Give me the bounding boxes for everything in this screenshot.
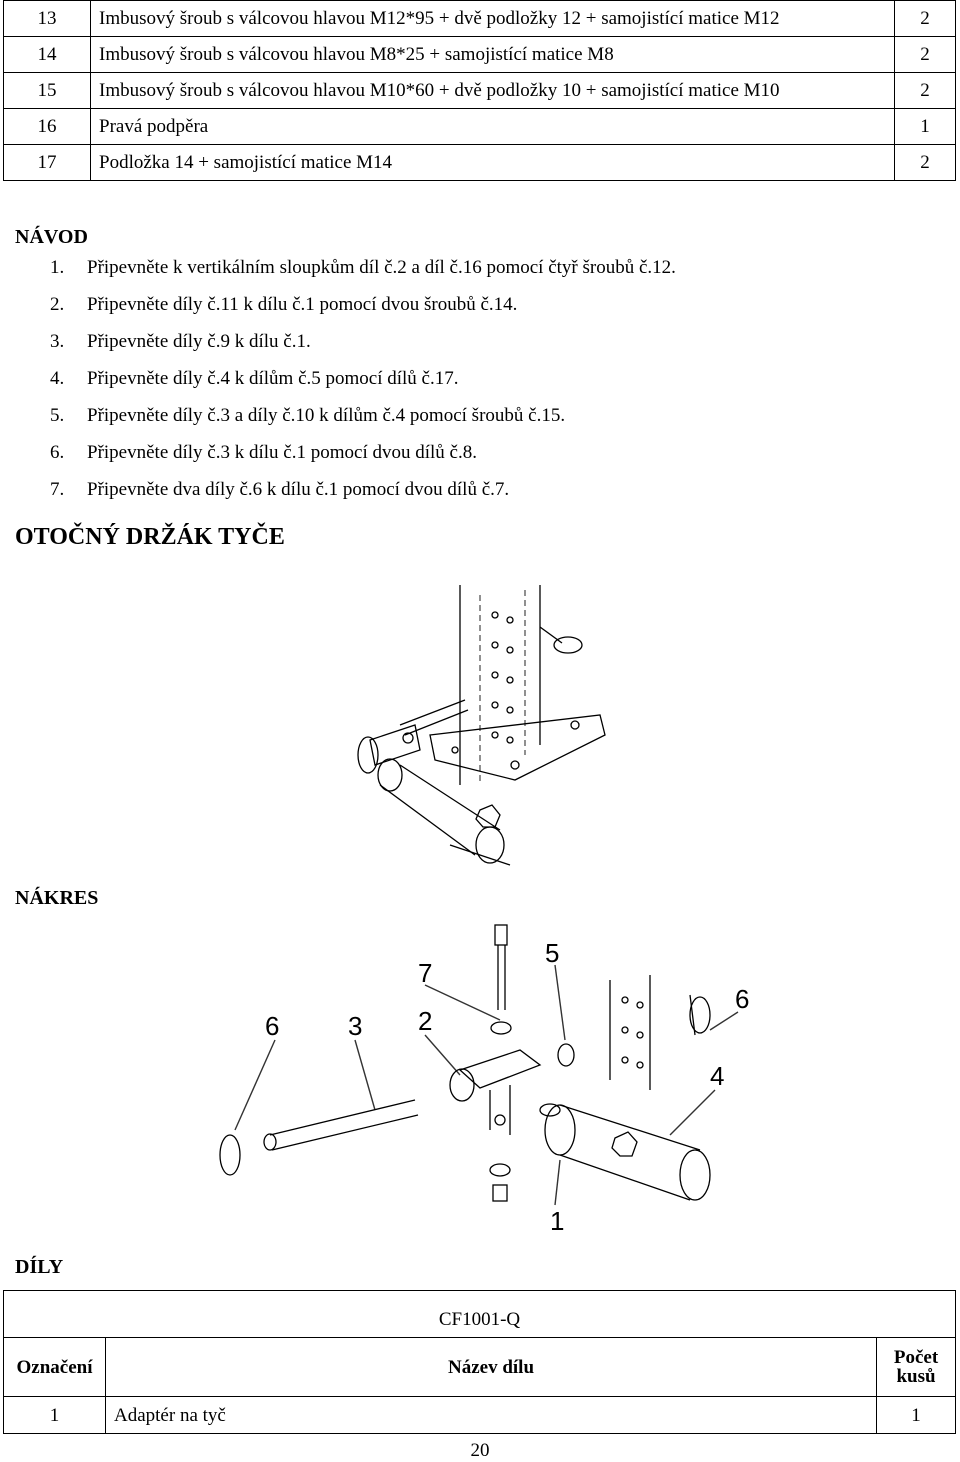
section-title: OTOČNÝ DRŽÁK TYČE [15,524,285,550]
cell-qty: 1 [895,109,956,145]
label-1: 1 [550,1206,565,1236]
list-item [50,442,676,479]
cell-num: 1 [4,1397,106,1434]
step-number: 6. [50,442,65,463]
step-number: 7. [50,479,65,500]
table-row [4,109,956,145]
list-item [50,257,676,294]
label-7: 7 [418,958,433,988]
cell-name: Imbusový šroub s válcovou hlavou M12*95 + dvě podložky 12 + samojistící matice M12 [91,1,895,37]
col-oznaceni: Označení [4,1338,106,1397]
col-nazev: Název dílu [106,1338,877,1397]
step-text: Připevněte k vertikálním sloupkům díl č.2 a díl č.16 pomocí čtyř šroubů č.12. [87,257,676,278]
cell-num: 16 [4,109,91,145]
exploded-drawing [200,920,780,1240]
cell-qty: 2 [895,37,956,73]
cell-qty: 2 [895,1,956,37]
table-row [4,1,956,37]
dily-heading: DÍLY [15,1256,64,1278]
table-row [4,145,956,181]
step-number: 1. [50,257,65,278]
model-code-text: CF1001-Q [438,1308,521,1330]
step-text: Připevněte dva díly č.6 k dílu č.1 pomocí dvou dílů č.7. [87,479,510,500]
step-text: Připevněte díly č.9 k dílu č.1. [87,331,311,352]
step-number: 3. [50,331,65,352]
model-code [4,1291,956,1338]
cell-name: Podložka 14 + samojistící matice M14 [91,145,895,181]
list-item [50,368,676,405]
label-4: 4 [710,1061,725,1091]
cell-qty: 2 [895,145,956,181]
table-row [4,73,956,109]
col-pocet: Počet kusů [877,1338,956,1397]
list-item [50,479,676,516]
parts-list-table [3,0,956,181]
navod-heading: NÁVOD [15,226,88,248]
parts-list-body [4,1,956,181]
step-text: Připevněte díly č.4 k dílům č.5 pomocí dílů č.17. [87,368,459,389]
step-number: 2. [50,294,65,315]
cell-name: Imbusový šroub s válcovou hlavou M8*25 + samojistící matice M8 [91,37,895,73]
cell-num: 13 [4,1,91,37]
step-text: Připevněte díly č.3 k dílu č.1 pomocí dvou dílů č.8. [87,442,477,463]
list-item [50,294,676,331]
assembled-holder-drawing [340,575,620,875]
cell-qty: 2 [895,73,956,109]
label-6-right: 6 [735,984,750,1014]
cell-num: 17 [4,145,91,181]
cell-num: 15 [4,73,91,109]
table-row [4,1397,956,1434]
label-6-left: 6 [265,1011,280,1041]
cell-qty: 1 [877,1397,956,1434]
cell-name: Imbusový šroub s válcovou hlavou M10*60 + dvě podložky 10 + samojistící matice M10 [91,73,895,109]
table-row [4,37,956,73]
label-2: 2 [418,1006,433,1036]
post-holes [492,612,513,743]
step-text: Připevněte díly č.3 a díly č.10 k dílům č.4 pomocí šroubů č.15. [87,405,566,426]
cell-num: 14 [4,37,91,73]
step-number: 4. [50,368,65,389]
instruction-steps [50,257,676,516]
label-3: 3 [348,1011,363,1041]
nakres-heading: NÁKRES [15,887,99,909]
page-number: 20 [470,1440,490,1461]
list-item [50,405,676,442]
parts-table-body [4,1397,956,1434]
list-item [50,331,676,368]
step-number: 5. [50,405,65,426]
cell-name: Adaptér na tyč [106,1397,877,1434]
label-5: 5 [545,938,560,968]
step-text: Připevněte díly č.11 k dílu č.1 pomocí dvou šroubů č.14. [87,294,518,315]
cell-name: Pravá podpěra [91,109,895,145]
parts-table [3,1290,956,1434]
